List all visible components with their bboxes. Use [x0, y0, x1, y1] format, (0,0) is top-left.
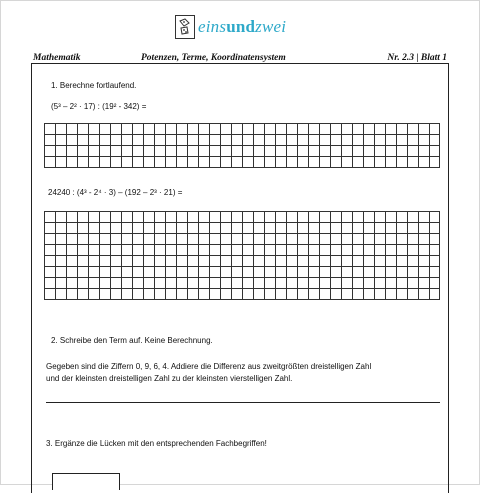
answer-grid-2[interactable] [44, 211, 440, 300]
task2-answer-line[interactable] [46, 402, 440, 403]
task3-term-box[interactable] [52, 473, 120, 490]
logo-text: einsundzwei [198, 17, 287, 36]
task2-text-line1: Gegeben sind die Ziffern 0, 9, 6, 4. Addiere die Differenz aus zweitgrößten dreistelligen Zahl [46, 362, 372, 371]
answer-grid-1[interactable] [44, 123, 440, 168]
sheet-number: Nr. 2.3 | Blatt 1 [387, 53, 447, 63]
logo [175, 14, 286, 40]
task1-title: 1. Berechne fortlaufend. [51, 81, 137, 90]
subject-label: Mathematik [33, 53, 81, 63]
task2-text-line2: und der kleinsten dreistelligen Zahl zu der kleinsten vierstelligen Zahl. [46, 374, 293, 383]
task1-expression-2: 24240 : (4³ - 2⁴ · 3) – (192 – 2³ · 21) = [48, 188, 183, 197]
two-dice-logo-icon [175, 15, 195, 39]
topic-label: Potenzen, Terme, Koordinatensystem [141, 53, 286, 63]
task3-title: 3. Ergänze die Lücken mit den entsprechenden Fachbegriffen! [46, 439, 267, 448]
task2-title: 2. Schreibe den Term auf. Keine Berechnung. [51, 336, 213, 345]
task1-expression-1: (5³ – 2² · 17) : (19² - 342) = [51, 102, 147, 111]
